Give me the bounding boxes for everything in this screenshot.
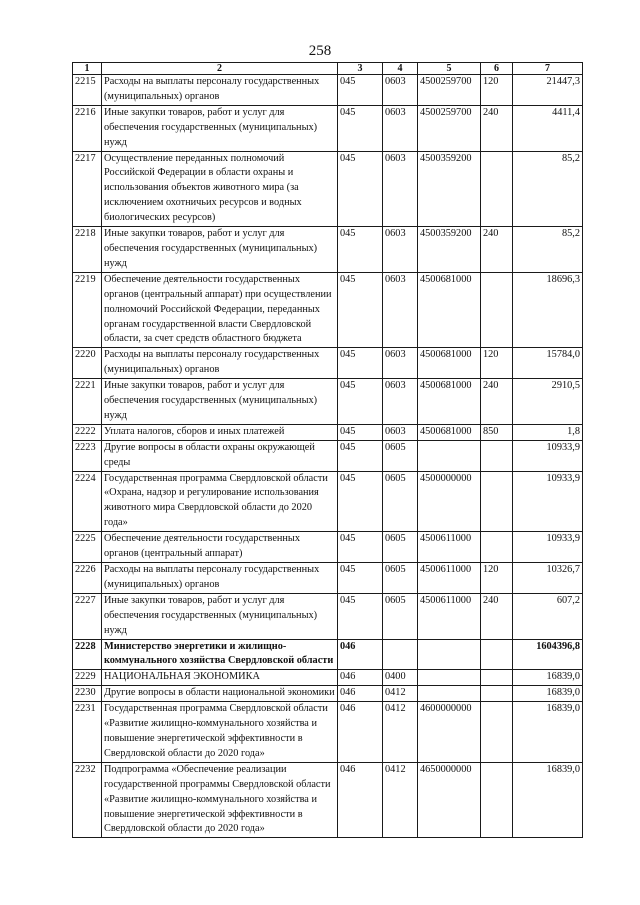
row-number: 2216 [73,105,102,151]
target-article-code: 4600000000 [418,702,481,763]
expense-type-code [481,702,513,763]
row-number: 2225 [73,532,102,563]
expense-type-code: 240 [481,105,513,151]
section-code: 0400 [383,670,418,686]
row-name: Уплата налогов, сборов и иных платежей [102,424,338,440]
amount: 18696,3 [513,272,583,348]
ministry-code: 045 [338,348,383,379]
amount: 85,2 [513,151,583,227]
amount: 2910,5 [513,379,583,425]
section-code: 0412 [383,686,418,702]
target-article-code: 4500359200 [418,227,481,273]
section-code: 0603 [383,227,418,273]
table-row [73,532,583,563]
amount: 10933,9 [513,440,583,471]
target-article-code [418,686,481,702]
ministry-code: 046 [338,639,383,670]
ministry-code: 045 [338,440,383,471]
target-article-code: 4500681000 [418,424,481,440]
expense-type-code: 240 [481,227,513,273]
expense-type-code: 850 [481,424,513,440]
table-row [73,379,583,425]
section-code: 0412 [383,762,418,838]
ministry-code: 045 [338,532,383,563]
amount: 10933,9 [513,532,583,563]
row-name: Министерство энергетики и жилищно-коммунального хозяйства Свердловской области [102,639,338,670]
row-number: 2227 [73,593,102,639]
section-code: 0603 [383,424,418,440]
table-header-row [73,63,583,75]
table-row [73,670,583,686]
table-body [73,75,583,838]
section-code: 0603 [383,348,418,379]
table-row [73,272,583,348]
section-code: 0412 [383,702,418,763]
row-number: 2222 [73,424,102,440]
table-row [73,762,583,838]
target-article-code: 4500681000 [418,348,481,379]
column-header: 4 [383,63,418,75]
section-code: 0605 [383,593,418,639]
column-header: 2 [102,63,338,75]
row-number: 2221 [73,379,102,425]
section-code: 0605 [383,471,418,532]
expense-type-code [481,686,513,702]
expense-type-code: 240 [481,379,513,425]
target-article-code: 4500000000 [418,471,481,532]
ministry-code: 045 [338,272,383,348]
ministry-code: 046 [338,686,383,702]
table-row [73,639,583,670]
section-code: 0603 [383,151,418,227]
column-header: 1 [73,63,102,75]
target-article-code: 4500681000 [418,379,481,425]
row-number: 2223 [73,440,102,471]
amount: 85,2 [513,227,583,273]
column-header: 6 [481,63,513,75]
amount: 15784,0 [513,348,583,379]
row-name: Обеспечение деятельности государственных органов (центральный аппарат) при осуществлении полномочий Российской Федерации, переданных органам государственной власти Свердловской области, за счет средств областного бюджета [102,272,338,348]
ministry-code: 045 [338,593,383,639]
expense-type-code [481,762,513,838]
amount: 4411,4 [513,105,583,151]
row-number: 2220 [73,348,102,379]
ministry-code: 045 [338,151,383,227]
amount: 1604396,8 [513,639,583,670]
row-number: 2218 [73,227,102,273]
ministry-code: 046 [338,670,383,686]
amount: 10933,9 [513,471,583,532]
target-article-code [418,639,481,670]
amount: 16839,0 [513,670,583,686]
column-header: 5 [418,63,481,75]
section-code [383,639,418,670]
table-row [73,686,583,702]
table-row [73,424,583,440]
ministry-code: 045 [338,424,383,440]
amount: 1,8 [513,424,583,440]
row-name: Другие вопросы в области охраны окружающей среды [102,440,338,471]
ministry-code: 045 [338,105,383,151]
row-name: Осуществление переданных полномочий Российской Федерации в области охраны и использования объектов животного мира (за исключением охотничьих ресурсов и водных биологических ресурсов) [102,151,338,227]
row-name: НАЦИОНАЛЬНАЯ ЭКОНОМИКА [102,670,338,686]
target-article-code [418,670,481,686]
amount: 16839,0 [513,702,583,763]
section-code: 0605 [383,440,418,471]
expense-type-code [481,151,513,227]
row-number: 2232 [73,762,102,838]
ministry-code: 045 [338,379,383,425]
target-article-code [418,440,481,471]
table-row [73,348,583,379]
ministry-code: 045 [338,563,383,594]
target-article-code: 4500259700 [418,105,481,151]
section-code: 0605 [383,532,418,563]
amount: 607,2 [513,593,583,639]
row-number: 2224 [73,471,102,532]
target-article-code: 4500259700 [418,75,481,106]
expense-type-code [481,272,513,348]
row-name: Иные закупки товаров, работ и услуг для обеспечения государственных (муниципальных) нужд [102,105,338,151]
amount: 21447,3 [513,75,583,106]
expense-type-code [481,670,513,686]
table-row [73,440,583,471]
table-row [73,105,583,151]
row-name: Иные закупки товаров, работ и услуг для обеспечения государственных (муниципальных) нужд [102,379,338,425]
column-header: 3 [338,63,383,75]
row-name: Подпрограмма «Обеспечение реализации государственной программы Свердловской области «Развитие жилищно-коммунального хозяйства и повышение энергетической эффективности в Свердловской области до 2020 года» [102,762,338,838]
expense-type-code: 240 [481,593,513,639]
table-row [73,593,583,639]
target-article-code: 4650000000 [418,762,481,838]
section-code: 0603 [383,75,418,106]
row-name: Другие вопросы в области национальной экономики [102,686,338,702]
ministry-code: 045 [338,227,383,273]
table-row [73,471,583,532]
amount: 10326,7 [513,563,583,594]
row-number: 2226 [73,563,102,594]
row-name: Расходы на выплаты персоналу государственных (муниципальных) органов [102,563,338,594]
row-name: Иные закупки товаров, работ и услуг для обеспечения государственных (муниципальных) нужд [102,593,338,639]
table-row [73,227,583,273]
section-code: 0603 [383,272,418,348]
target-article-code: 4500359200 [418,151,481,227]
expense-type-code: 120 [481,348,513,379]
row-name: Государственная программа Свердловской области «Развитие жилищно-коммунального хозяйства и повышение энергетической эффективности в Свердловской области до 2020 года» [102,702,338,763]
expense-type-code: 120 [481,75,513,106]
ministry-code: 045 [338,471,383,532]
row-name: Расходы на выплаты персоналу государственных (муниципальных) органов [102,348,338,379]
amount: 16839,0 [513,686,583,702]
table-row [73,702,583,763]
table-row [73,75,583,106]
row-name: Государственная программа Свердловской области «Охрана, надзор и регулирование использования животного мира Свердловской области до 2020 года» [102,471,338,532]
row-number: 2219 [73,272,102,348]
ministry-code: 046 [338,702,383,763]
target-article-code: 4500681000 [418,272,481,348]
row-name: Иные закупки товаров, работ и услуг для обеспечения государственных (муниципальных) нужд [102,227,338,273]
expense-type-code [481,440,513,471]
row-number: 2231 [73,702,102,763]
row-name: Обеспечение деятельности государственных органов (центральный аппарат) [102,532,338,563]
expense-type-code [481,471,513,532]
target-article-code: 4500611000 [418,593,481,639]
expense-type-code [481,532,513,563]
row-number: 2217 [73,151,102,227]
table-row [73,151,583,227]
row-name: Расходы на выплаты персоналу государственных (муниципальных) органов [102,75,338,106]
row-number: 2230 [73,686,102,702]
expense-type-code [481,639,513,670]
budget-table [72,62,583,838]
expense-type-code: 120 [481,563,513,594]
row-number: 2215 [73,75,102,106]
column-header: 7 [513,63,583,75]
amount: 16839,0 [513,762,583,838]
table-row [73,563,583,594]
target-article-code: 4500611000 [418,532,481,563]
section-code: 0605 [383,563,418,594]
section-code: 0603 [383,105,418,151]
target-article-code: 4500611000 [418,563,481,594]
ministry-code: 045 [338,75,383,106]
section-code: 0603 [383,379,418,425]
row-number: 2228 [73,639,102,670]
page-number: 258 [308,43,332,59]
row-number: 2229 [73,670,102,686]
ministry-code: 046 [338,762,383,838]
